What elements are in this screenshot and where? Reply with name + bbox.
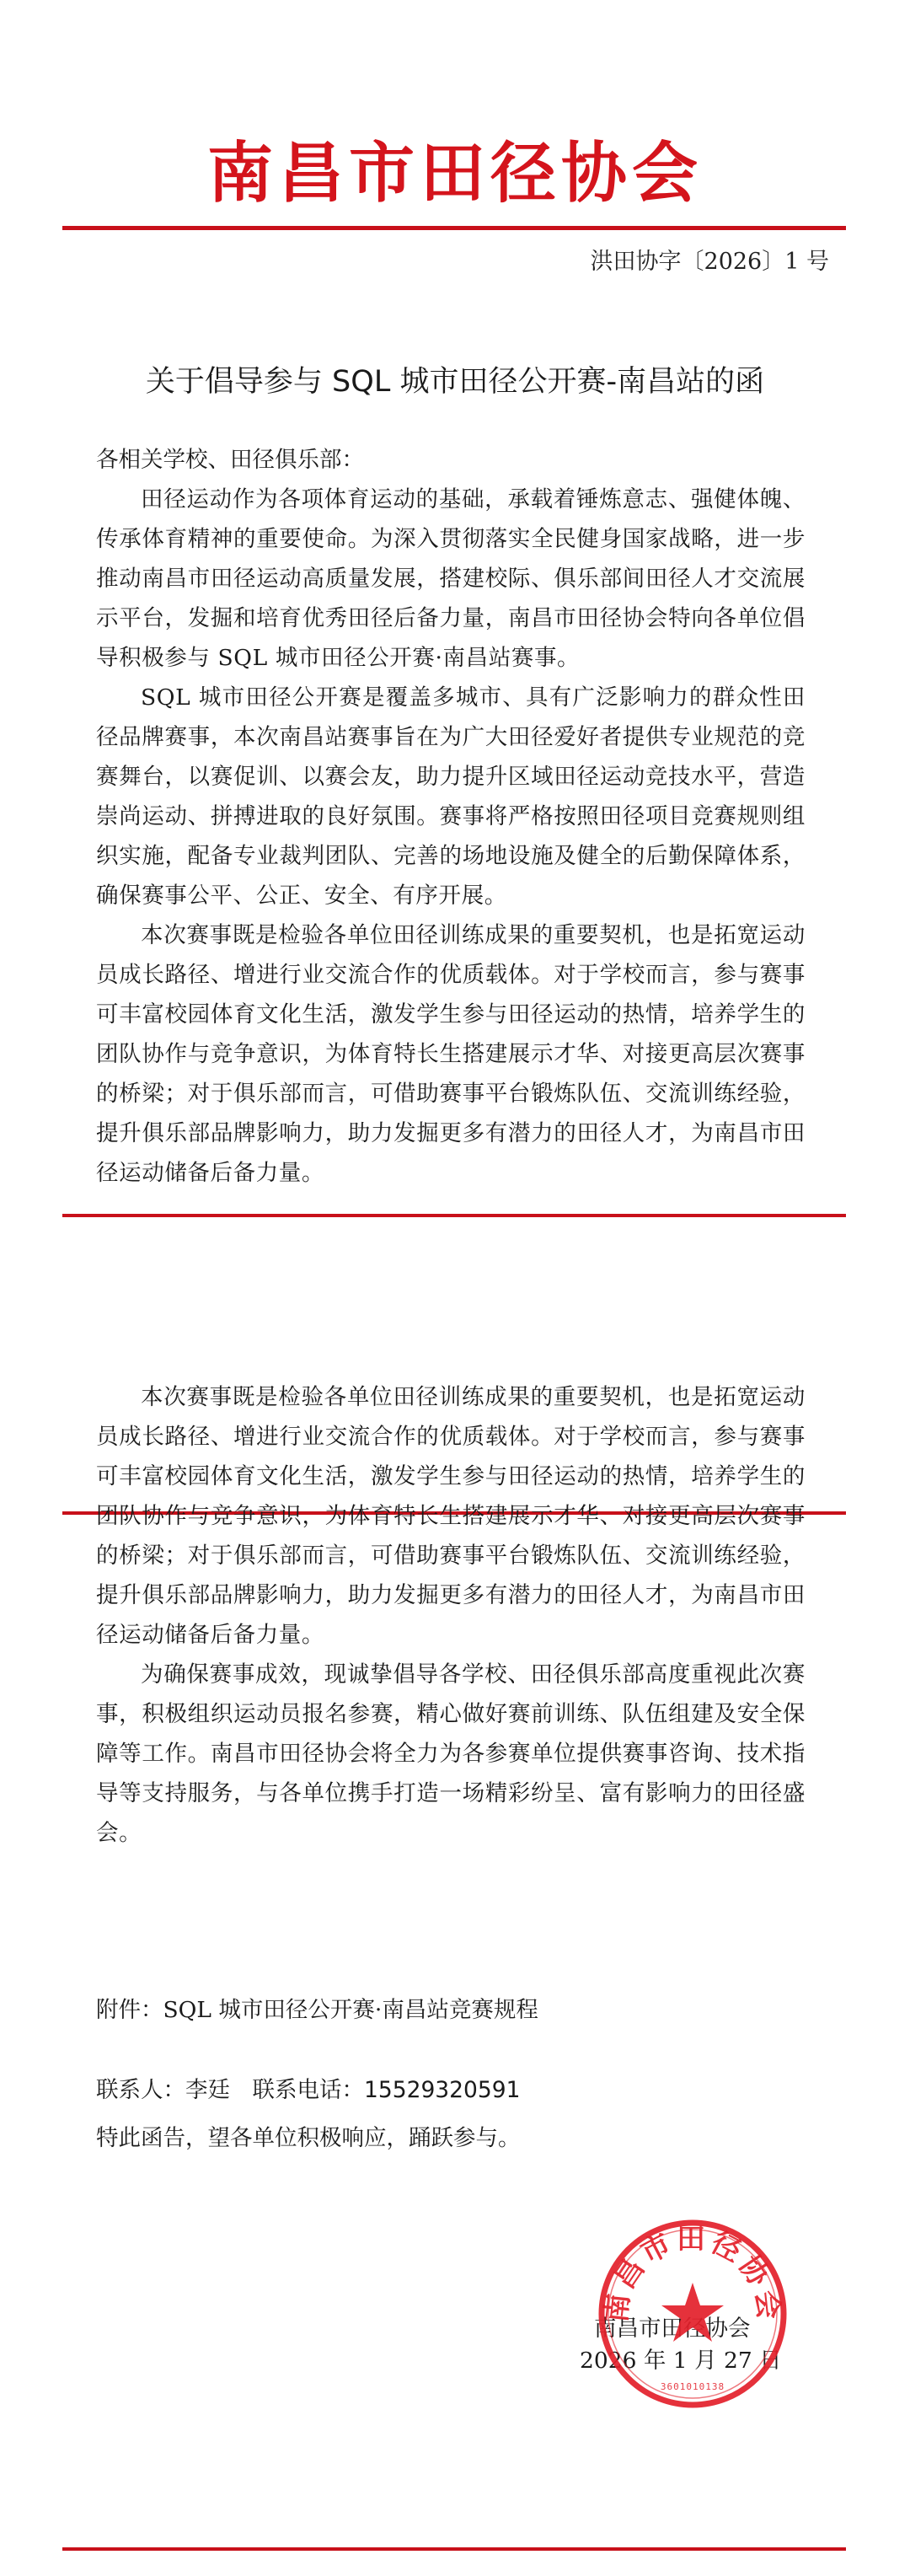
- signature-date: 2026 年 1 月 27 日: [580, 2348, 782, 2374]
- attachment-line: 附件：SQL 城市田径公开赛·南昌站竞赛规程: [96, 1997, 538, 2023]
- contact-line: [96, 2074, 520, 2107]
- page-1-body-clip: [0, 0, 910, 1216]
- document-number: 洪田协字〔2026〕1 号: [590, 249, 829, 275]
- letter-body-page-2: [96, 1377, 806, 1853]
- page-2-body-clip: [0, 1384, 910, 1907]
- closing-line: 特此函告，望各单位积极响应，踊跃参与。: [96, 2125, 521, 2151]
- paragraph-4: 为确保赛事成效，现诚挚倡导各学校、田径俱乐部高度重视此次赛事，积极组织运动员报名参赛，精心做好赛前训练、队伍组建及安全保障等工作。南昌市田径协会将全力为各参赛单位提供赛事咨询、技术指导等支持服务，与各单位携手打造一场精彩纷呈、富有影响力的田径盛会。: [96, 1661, 806, 1846]
- contact-label: 联系人：李廷 联系电话：: [96, 2077, 364, 2103]
- paragraph-3: 本次赛事既是检验各单位田径训练成果的重要契机，也是拓宽运动员成长路径、增进行业交流合作的优质载体。对于学校而言，参与赛事可丰富校园体育文化生活，激发学生参与田径运动的热情，培养学生的团队协作与竞争意识，为体育特长生搭建展示才华、对接更高层次赛事的桥梁；对于俱乐部而言，可借助赛事平台锻炼队伍、交流训练经验，提升俱乐部品牌影响力，助力发掘更多有潜力的田径人才，为南昌市田径运动储备后备力量。: [96, 922, 806, 1186]
- svg-text:南昌市田径协会: 南昌市田径协会: [599, 2222, 786, 2325]
- salutation: 各相关学校、田径俱乐部：: [96, 447, 364, 473]
- paragraph-1: 田径运动作为各项体育运动的基础，承载着锤炼意志、强健体魄、传承体育精神的重要使命。为深入贯彻落实全民健身国家战略，进一步推动南昌市田径运动高质量发展，搭建校际、俱乐部间田径人才交流展示平台，发掘和培育优秀田径后备力量，南昌市田径协会特向各单位倡导积极参与 SQL 城市田径公开赛·南昌站赛事。: [96, 486, 806, 671]
- signature-organization: 南昌市田径协会: [594, 2316, 751, 2342]
- svg-text:3601010138: 3601010138: [660, 2381, 725, 2392]
- contact-phone: 15529320591: [364, 2077, 521, 2103]
- letter-body-page-1: [96, 480, 806, 1193]
- paragraph-2: SQL 城市田径公开赛是覆盖多城市、具有广泛影响力的群众性田径品牌赛事，本次南昌站赛事旨在为广大田径爱好者提供专业规范的竞赛舞台，以赛促训、以赛会友，助力提升区域田径运动竞技水平，营造崇尚运动、拼搏进取的良好氛围。赛事将严格按照田径项目竞赛规则组织实施，配备专业裁判团队、完善的场地设施及健全的后勤保障体系，确保赛事公平、公正、安全、有序开展。: [96, 684, 806, 909]
- letter-subject: 关于倡导参与 SQL 城市田径公开赛-南昌站的函: [145, 365, 765, 399]
- page-2-bottom-rule: [62, 2547, 846, 2551]
- org-title: 南昌市田径协会: [206, 135, 703, 212]
- official-seal-icon: [596, 2217, 790, 2411]
- page-1-bottom-rule: [62, 1214, 846, 1217]
- paragraph-3-continued: 本次赛事既是检验各单位田径训练成果的重要契机，也是拓宽运动员成长路径、增进行业交流合作的优质载体。对于学校而言，参与赛事可丰富校园体育文化生活，激发学生参与田径运动的热情，培养学生的团队协作与竞争意识，为体育特长生搭建展示才华、对接更高层次赛事的桥梁；对于俱乐部而言，可借助赛事平台锻炼队伍、交流训练经验，提升俱乐部品牌影响力，助力发掘更多有潜力的田径人才，为南昌市田径运动储备后备力量。: [96, 1384, 806, 1648]
- document-page-1: [0, 0, 910, 1231]
